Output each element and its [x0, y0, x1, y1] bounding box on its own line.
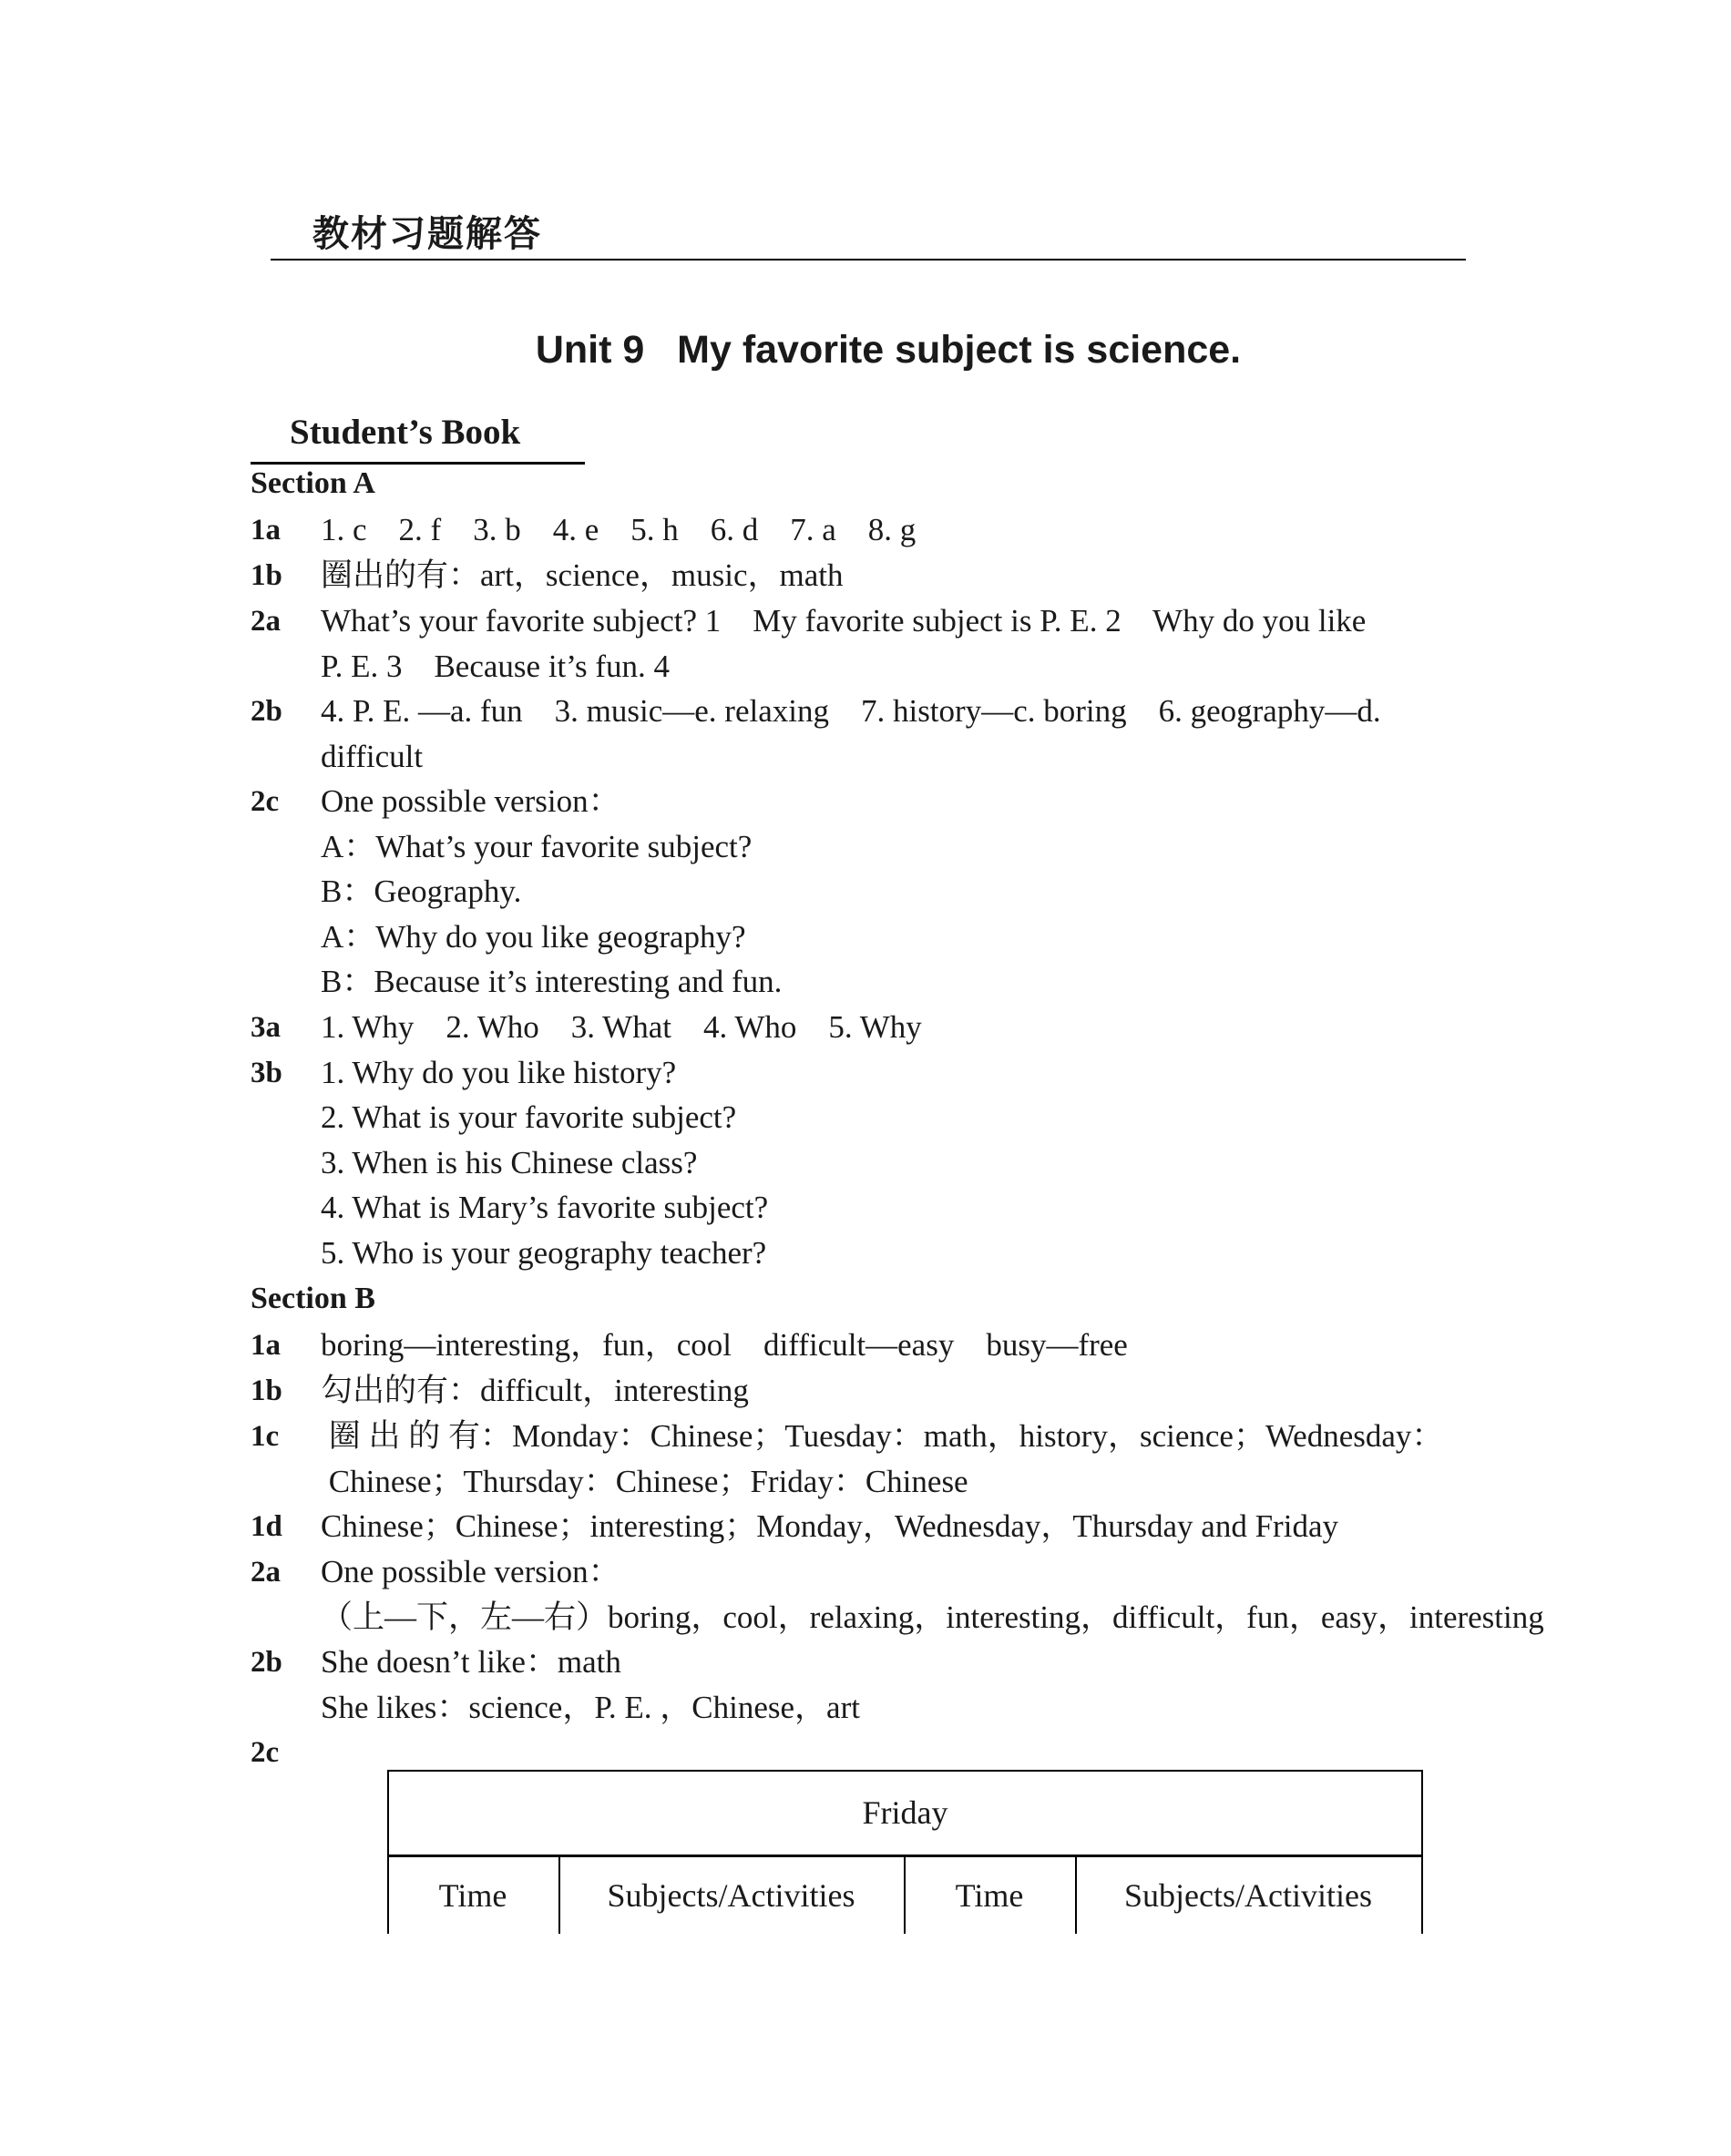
answer-entry: [251, 1005, 1499, 1050]
answer-body: [321, 1504, 1499, 1549]
answer-entry: [251, 1323, 1499, 1368]
answer-line: 圈 出 的 有：Monday：Chinese；Tuesday：math，history，science；Wednesday：: [321, 1418, 1444, 1454]
exercise-number: 2c: [251, 1736, 280, 1769]
answer-line: 2. What is your favorite subject?: [321, 1099, 737, 1135]
answer-line: boring—interesting，fun，cool difficult—easy busy—free: [321, 1327, 1128, 1363]
table-header-time-2: Time: [955, 1877, 1024, 1914]
answer-line: What’s your favorite subject? 1 My favorite subject is P. E. 2 Why do you like: [321, 603, 1367, 639]
answer-line-empty: [321, 1730, 1499, 1775]
table-top-border: [387, 1770, 1423, 1772]
exercise-number: 3a: [251, 1010, 281, 1044]
section-a-heading: Section A: [251, 466, 375, 500]
section-b-answers: [251, 1323, 1544, 1775]
answer-entry: [251, 1640, 1499, 1730]
answer-entry: [251, 598, 1499, 689]
answer-entry: [251, 1368, 1499, 1414]
section-b-heading: Section B: [251, 1282, 375, 1315]
answer-line: She doesn’t like：math: [321, 1644, 621, 1680]
answer-line: One possible version：: [321, 1554, 620, 1589]
answer-body: [321, 1414, 1499, 1504]
answer-entry: [251, 1504, 1499, 1549]
exercise-number: 1b: [251, 1374, 282, 1407]
exercise-number: 1a: [251, 514, 281, 547]
answer-entry: [251, 553, 1499, 598]
answer-line: B：Geography.: [321, 874, 522, 909]
exercise-number: 3b: [251, 1056, 282, 1089]
exercise-number: 2b: [251, 1646, 282, 1679]
header-divider: [271, 259, 1466, 261]
book-title: Student’s Book: [290, 413, 521, 452]
answer-line: 1. Why 2. Who 3. What 4. Who 5. Why: [321, 1008, 922, 1045]
answer-line: 5. Who is your geography teacher?: [321, 1234, 767, 1271]
table-header-time-1: Time: [438, 1877, 507, 1914]
answer-line: A：What’s your favorite subject?: [321, 828, 753, 864]
answer-body: [321, 1640, 1499, 1730]
answer-line: One possible version：: [321, 783, 620, 819]
answer-body: [321, 1050, 1499, 1276]
exercise-number: 2a: [251, 605, 281, 638]
answer-body: [321, 553, 1499, 598]
table-header-subjects-2: Subjects/Activities: [1124, 1877, 1372, 1914]
answer-entry: [251, 779, 1499, 1005]
answer-body: [321, 1323, 1499, 1368]
answer-body: [321, 1549, 1544, 1640]
answer-line: B：Because it’s interesting and fun.: [321, 964, 783, 999]
answer-body: [321, 1730, 1499, 1775]
answer-entry: [251, 689, 1499, 779]
answer-line: （上—下，左—右）boring，cool，relaxing，interesting，difficult，fun，easy，interesting: [321, 1599, 1544, 1635]
answer-body: [321, 1368, 1499, 1414]
answer-body: [321, 779, 1499, 1005]
page-header-title: 教材习题解答: [312, 213, 542, 255]
table-title-cell: Friday: [862, 1794, 948, 1831]
answer-line: 勾出的有：difficult，interesting: [321, 1373, 749, 1408]
answer-line: 圈出的有：art，science，music，math: [321, 557, 844, 593]
answer-line: 3. When is his Chinese class?: [321, 1144, 698, 1180]
answer-entry: [251, 1414, 1499, 1504]
answer-line: 4. What is Mary’s favorite subject?: [321, 1190, 769, 1225]
exercise-number: 1a: [251, 1329, 281, 1362]
answer-line: difficult: [321, 738, 424, 774]
table-header-subjects-1: Subjects/Activities: [607, 1877, 855, 1914]
unit-title: Unit 9 My favorite subject is science.: [535, 328, 1242, 372]
answer-line: A：Why do you like geography?: [321, 918, 746, 955]
answer-body: [321, 507, 1499, 553]
book-title-underline: [251, 462, 585, 465]
schedule-table: [387, 1770, 1423, 1934]
answer-line: P. E. 3 Because it’s fun. 4: [321, 648, 671, 684]
answer-line: 4. P. E. —a. fun 3. music—e. relaxing 7. history—c. boring 6. geography—d.: [321, 693, 1381, 729]
exercise-number: 1d: [251, 1510, 282, 1543]
answer-entry: [251, 1050, 1499, 1276]
answer-entry: [251, 1730, 1499, 1775]
answer-line: 1. c 2. f 3. b 4. e 5. h 6. d 7. a 8. g: [321, 512, 917, 547]
answer-line: She likes：science，P. E. ，Chinese，art: [321, 1689, 860, 1725]
answer-body: [321, 689, 1499, 779]
answer-line: Chinese；Thursday：Chinese；Friday：Chinese: [321, 1463, 968, 1499]
exercise-number: 1b: [251, 559, 282, 592]
answer-line: Chinese；Chinese；interesting；Monday，Wednesday，Thursday and Friday: [321, 1508, 1338, 1544]
exercise-number: 2b: [251, 695, 282, 728]
exercise-number: 1c: [251, 1420, 280, 1453]
answer-line: 1. Why do you like history?: [321, 1054, 677, 1090]
answer-entry: [251, 507, 1499, 553]
answer-entry: [251, 1549, 1544, 1640]
exercise-number: 2a: [251, 1556, 281, 1589]
exercise-number: 2c: [251, 785, 280, 818]
section-a-answers: [251, 507, 1499, 1275]
answer-body: [321, 1005, 1499, 1050]
table-border-right: [1421, 1855, 1423, 1934]
answer-body: [321, 598, 1499, 689]
